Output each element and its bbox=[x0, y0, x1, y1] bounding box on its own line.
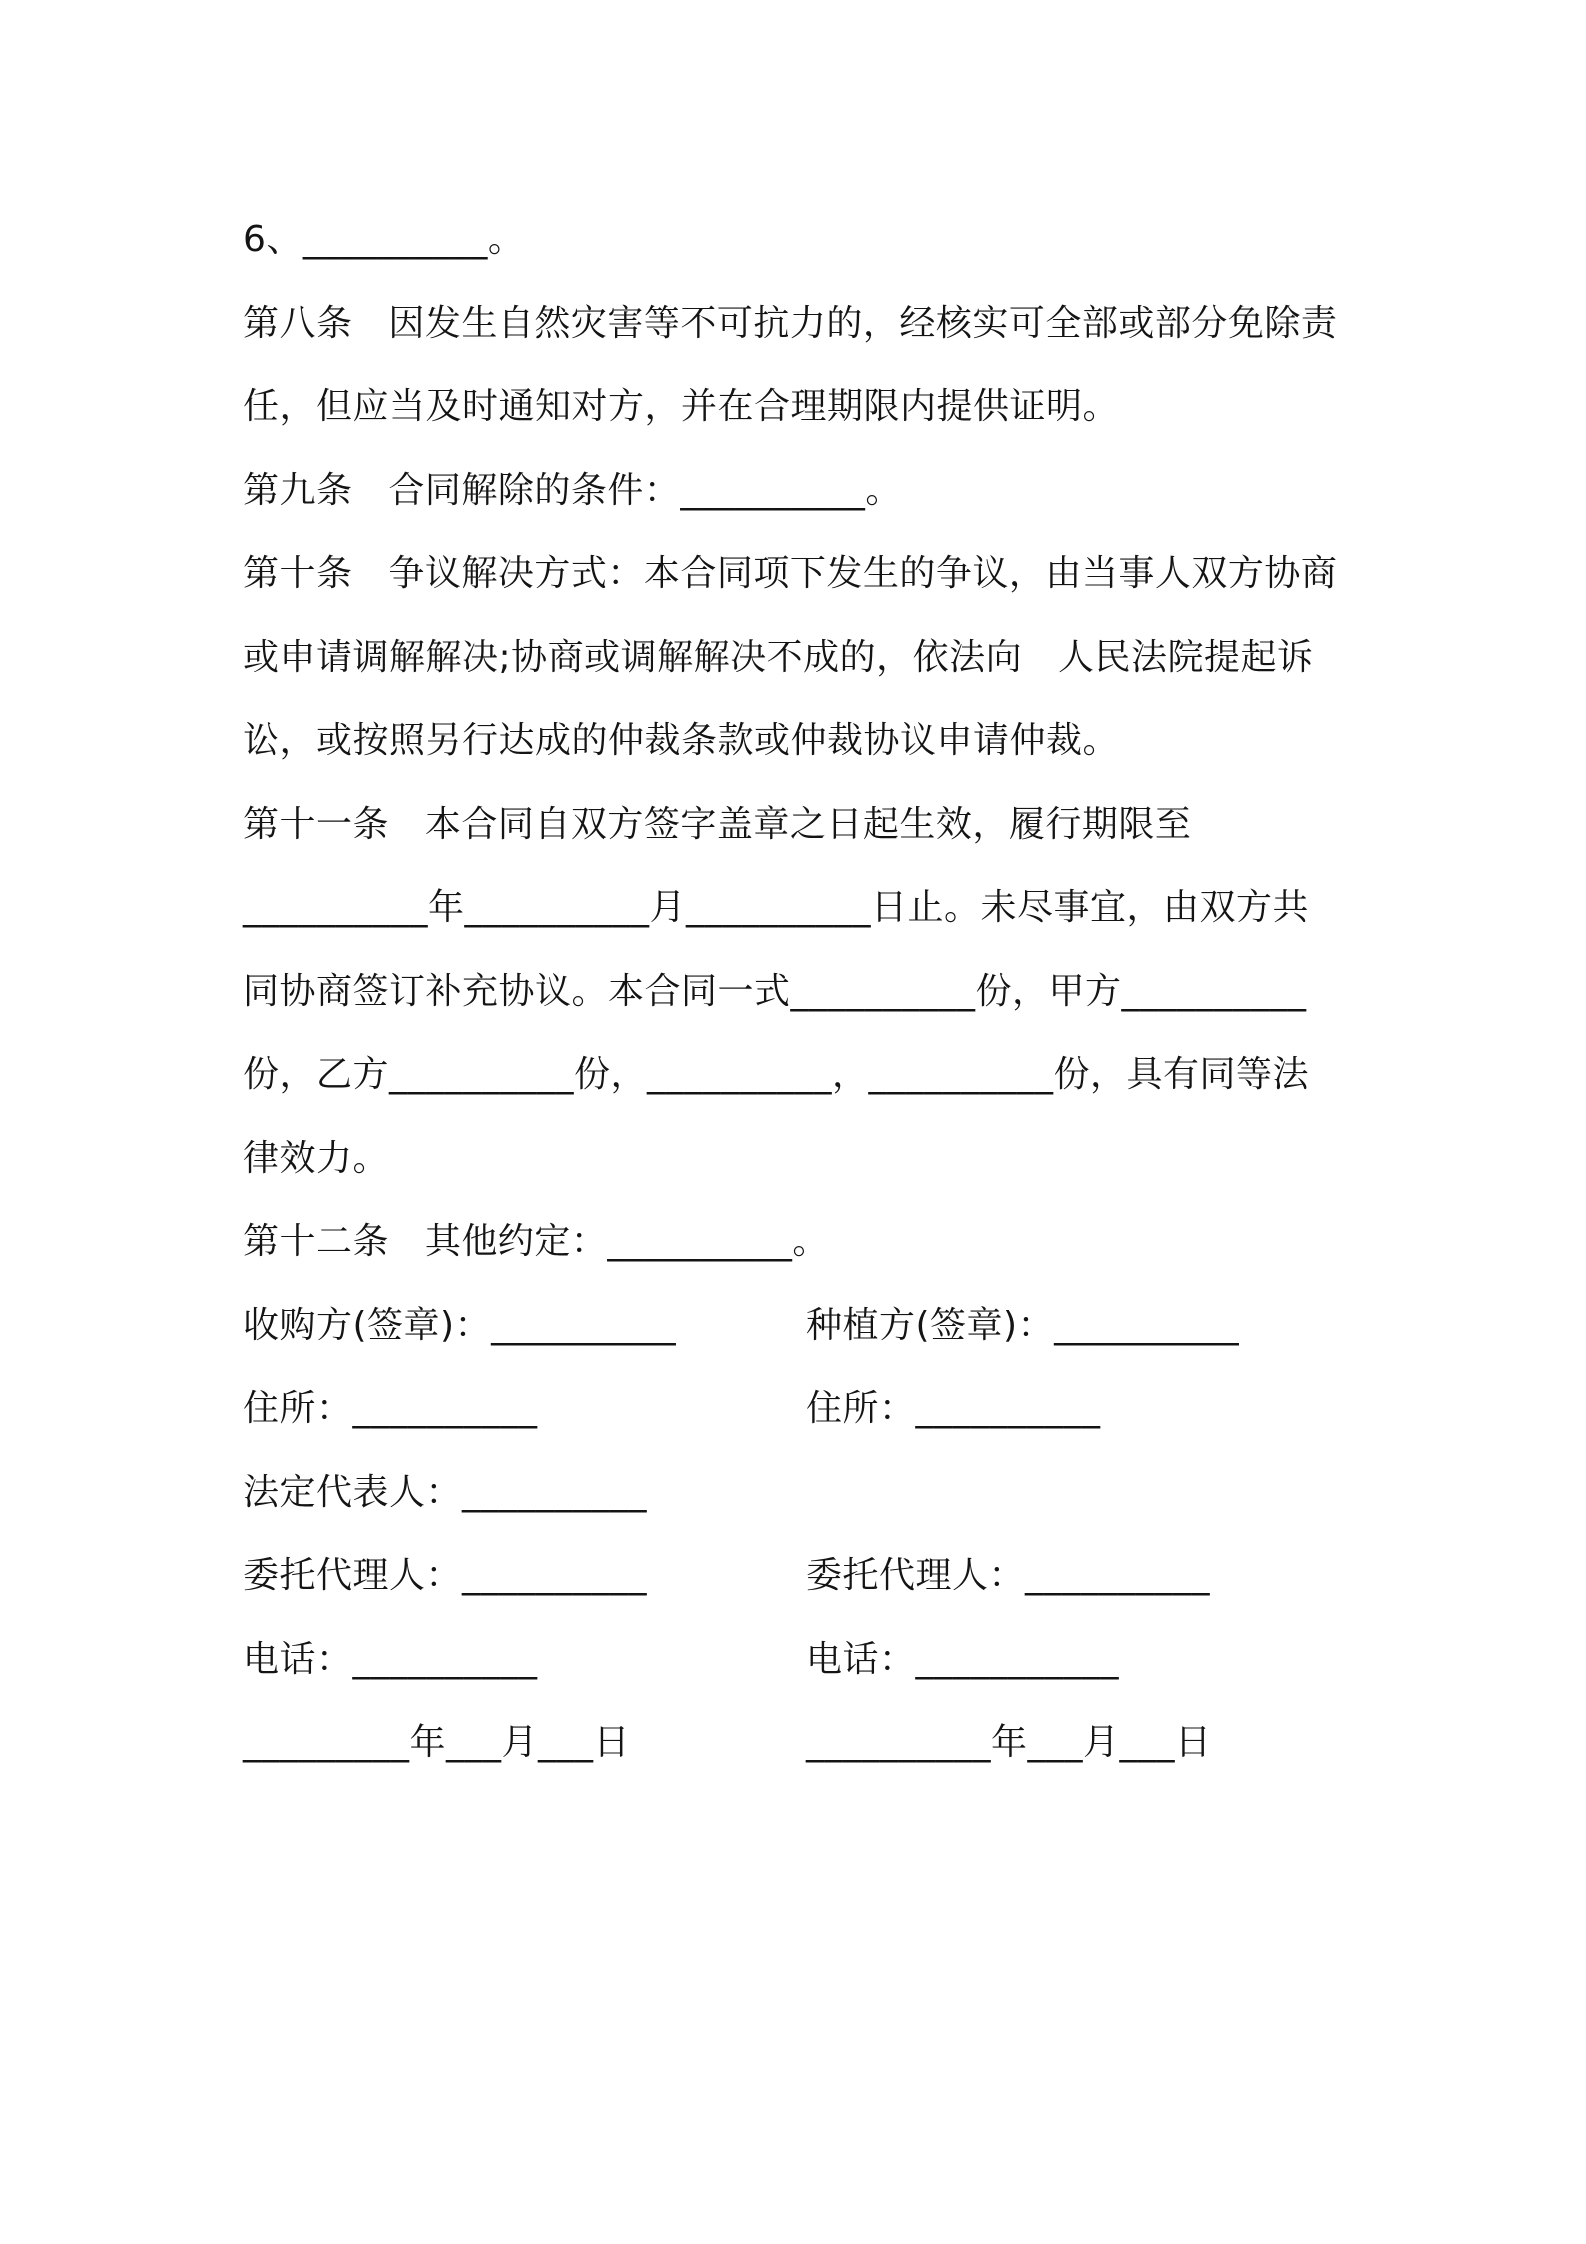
buyer-legal-rep-field: 法定代表人：__________ bbox=[243, 1471, 648, 1513]
buyer-seal-field: 收购方(签章)：__________ bbox=[243, 1304, 677, 1346]
clause-item-6: 6、__________。 bbox=[243, 219, 525, 260]
buyer-phone-field: 电话：__________ bbox=[243, 1638, 538, 1680]
buyer-agent-field: 委托代理人：__________ bbox=[243, 1555, 648, 1596]
article-10-line-1: 第十条 争议解决方式：本合同项下发生的争议，由当事人双方协商 bbox=[243, 553, 1338, 594]
signature-row-date bbox=[243, 1701, 1363, 1785]
signature-row-address bbox=[243, 1367, 1363, 1451]
article-12: 第十二条 其他约定：__________。 bbox=[243, 1221, 829, 1262]
article-10-line-2: 或申请调解解决;协商或调解解决不成的，依法向 人民法院提起诉 bbox=[243, 636, 1314, 678]
article-8-line-1: 第八条 因发生自然灾害等不可抗力的，经核实可全部或部分免除责 bbox=[243, 302, 1338, 344]
article-11-line-1: 第十一条 本合同自双方签字盖章之日起生效，履行期限至 bbox=[243, 803, 1192, 845]
grower-agent-field: 委托代理人：__________ bbox=[806, 1555, 1211, 1596]
grower-date-field: __________年___月___日 bbox=[806, 1722, 1212, 1763]
article-11-line-3: 同协商签订补充协议。本合同一式__________份，甲方__________ bbox=[243, 970, 1307, 1012]
article-11-line-4: 份，乙方__________份，__________，__________份，具有同等法 bbox=[243, 1054, 1310, 1095]
article-11-line-2: __________年__________月__________日止。未尽事宜，由双方共 bbox=[243, 887, 1310, 928]
grower-address-field: 住所：__________ bbox=[806, 1388, 1101, 1429]
buyer-address-field: 住所：__________ bbox=[243, 1388, 538, 1429]
article-11-line-5: 律效力。 bbox=[243, 1137, 390, 1179]
article-10-line-3: 讼，或按照另行达成的仲裁条款或仲裁协议申请仲裁。 bbox=[243, 720, 1120, 761]
contract-body bbox=[243, 198, 1363, 1785]
article-8-line-2: 任，但应当及时通知对方，并在合理期限内提供证明。 bbox=[243, 386, 1120, 427]
signature-row-phone bbox=[243, 1618, 1363, 1702]
buyer-date-field: _________年___月___日 bbox=[243, 1722, 630, 1763]
signature-row-agent bbox=[243, 1534, 1363, 1618]
signature-row-seal bbox=[243, 1284, 1363, 1368]
grower-seal-field: 种植方(签章)：__________ bbox=[806, 1304, 1240, 1346]
grower-phone-field: 电话：___________ bbox=[806, 1638, 1120, 1680]
article-9: 第九条 合同解除的条件：__________。 bbox=[243, 469, 902, 511]
signature-row-legal-rep bbox=[243, 1451, 1363, 1535]
